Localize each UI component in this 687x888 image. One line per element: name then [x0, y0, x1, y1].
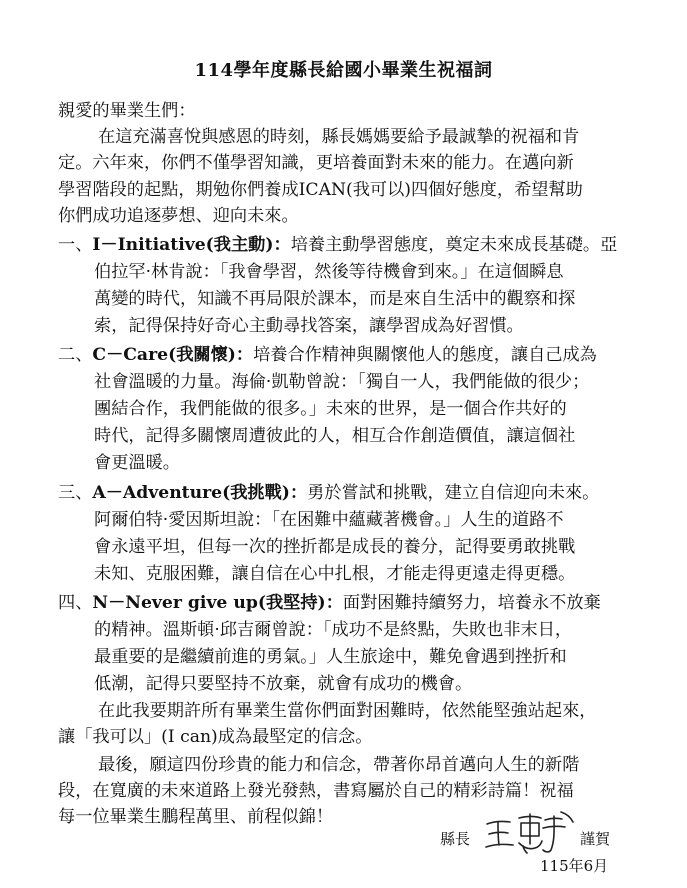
document-title: 114學年度縣長給國小畢業生祝福詞 [194, 60, 493, 81]
item-initiative-first-line [58, 232, 617, 258]
item-number: 一、 [58, 235, 93, 255]
closing-line: 最後，願這四份珍貴的能力和信念，帶著你昂首邁向人生的新階 [98, 755, 580, 775]
intro-line: 定。六年來，你們不僅學習知識，更培養面對未來的能力。在邁向新 [58, 153, 574, 173]
signature-suffix: 謹賀 [580, 830, 611, 848]
item-text: 的精神。溫斯頓·邱吉爾曾說：「成功不是終點，失敗也非末日， [94, 620, 573, 640]
closing-line: 讓「我可以」(I can)成為最堅定的信念。 [58, 727, 373, 747]
intro-line: 學習階段的起點，期勉你們養成ICAN(我可以)四個好態度，希望幫助 [58, 180, 583, 200]
item-text: 勇於嘗試和挑戰，建立自信迎向未來。 [307, 483, 600, 503]
closing-line: 段，在寬廣的未來道路上發光發熱，書寫屬於自己的精彩詩篇！祝福 [58, 781, 574, 801]
item-number: 三、 [58, 483, 93, 503]
intro-line: 你們成功追逐夢想、迎向未來。 [58, 206, 299, 226]
item-text: 阿爾伯特·愛因斯坦說：「在困難中蘊藏著機會。」人生的道路不 [94, 510, 564, 530]
intro-line: 在這充滿喜悅與感恩的時刻，縣長媽媽要給予最誠摯的祝福和肯 [98, 127, 580, 147]
item-text: 未知、克服困難，讓自信在心中扎根，才能走得更遠走得更穩。 [94, 564, 576, 584]
item-text: 社會溫暖的力量。海倫·凱勒曾說：「獨自一人，我們能做的很少； [94, 372, 590, 392]
signature-date: 115年6月 [540, 857, 609, 875]
item-text: 低潮，記得只要堅持不放棄，就會有成功的機會。 [94, 674, 473, 694]
item-heading-adventure: A－Adventure(我挑戰)： [92, 483, 308, 503]
item-heading-care: C－Care(我關懷)： [92, 345, 254, 365]
item-text: 索，記得保持好奇心主動尋找答案，讓學習成為好習慣。 [94, 316, 524, 336]
closing-line: 每一位畢業生鵬程萬里、前程似錦！ [58, 807, 334, 827]
item-text: 培養主動學習態度，奠定未來成長基礎。亞 [290, 235, 618, 255]
item-heading-initiative: I－Initiative(我主動)： [92, 235, 291, 255]
item-never-give-up-first-line [58, 590, 601, 616]
item-care-first-line [58, 342, 597, 368]
closing-line: 在此我要期許所有畢業生當你們面對困難時，依然能堅強站起來， [98, 701, 597, 721]
item-text: 團結合作，我們能做的很多。」未來的世界，是一個合作共好的 [94, 399, 567, 419]
item-text: 時代，記得多關懷周遭彼此的人，相互合作創造價值，讓這個社 [94, 426, 576, 446]
item-text: 培養合作精神與關懷他人的態度，讓自己成為 [253, 345, 597, 365]
item-heading-never-give-up: N－Never give up(我堅持)： [92, 593, 343, 613]
item-number: 二、 [58, 345, 93, 365]
item-text: 面對困難持續努力，培養永不放棄 [342, 593, 601, 613]
item-text: 萬變的時代，知識不再局限於課本，而是來自生活中的觀察和探 [94, 289, 576, 309]
signature-title: 縣長 [440, 830, 471, 848]
item-text: 伯拉罕·林肯說：「我會學習，然後等待機會到來。」在這個瞬息 [94, 262, 564, 282]
item-adventure-first-line [58, 480, 599, 506]
item-number: 四、 [58, 593, 93, 613]
item-text: 會永遠平坦，但每一次的挫折都是成長的養分，記得要勇敢挑戰 [94, 537, 576, 557]
handwritten-signature [483, 810, 575, 856]
item-text: 會更溫暖。 [94, 453, 180, 473]
salutation: 親愛的畢業生們： [58, 101, 196, 121]
item-text: 最重要的是繼續前進的勇氣。」人生旅途中，難免會遇到挫折和 [94, 647, 567, 667]
